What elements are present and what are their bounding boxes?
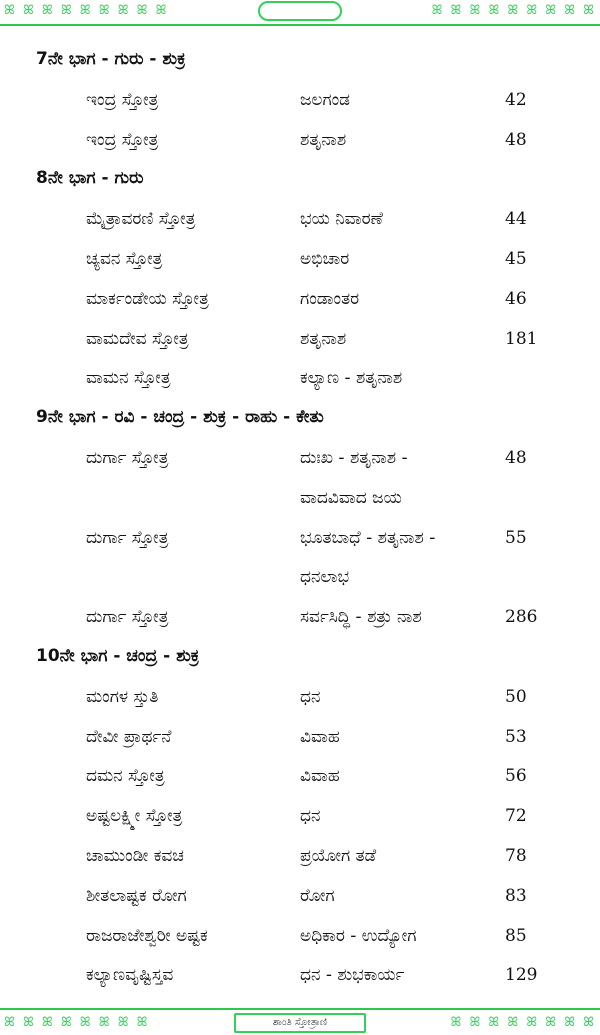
- entry-purpose: ವಿವಾಹ: [300, 766, 340, 787]
- list-item: [0, 916, 600, 956]
- list-item: [0, 518, 600, 558]
- list-item: [0, 756, 600, 796]
- entry-name: ಮಾರ್ಕಂಡೇಯ ಸ್ತೋತ್ರ: [86, 288, 209, 309]
- entry-name: ಚ್ಯವನ ಸ್ತೋತ್ರ: [86, 248, 163, 269]
- entry-purpose: ದುಃಖ - ಶತೃನಾಶ -: [300, 447, 408, 468]
- border-ornament: ꕤ ꕤ ꕤ ꕤ ꕤ ꕤ ꕤ ꕤ: [4, 1016, 150, 1030]
- entry-name: ಮಂಗಳ ಸ್ತುತಿ: [86, 686, 159, 707]
- list-item: [0, 80, 600, 120]
- bottom-border: [0, 1012, 600, 1034]
- list-item: [0, 438, 600, 478]
- entry-purpose: ಧನ - ಶುಭಕಾರ್ಯ: [300, 965, 405, 986]
- section-title: 8ನೇ ಭಾಗ - ಗುರು: [36, 168, 144, 189]
- list-item: [0, 876, 600, 916]
- entry-page: 129: [505, 965, 538, 986]
- entry-page: 85: [505, 925, 527, 946]
- top-border: [0, 0, 600, 22]
- list-item: [0, 239, 600, 279]
- contents-list: [0, 40, 600, 995]
- entry-name: ರಾಜರಾಜೇಶ್ವರೀ ಅಷ್ಟಕ: [86, 925, 208, 946]
- entry-name: ಇಂದ್ರ ಸ್ತೋತ್ರ: [86, 89, 159, 110]
- entry-purpose: ಅಧಿಕಾರ - ಉದ್ಯೋಗ: [300, 925, 417, 946]
- entry-purpose: ಜಲಗಂಡ: [300, 89, 350, 110]
- section-title: 10ನೇ ಭಾಗ - ಚಂದ್ರ - ಶುಕ್ರ: [36, 645, 200, 666]
- entry-purpose: ಗಂಡಾಂತರ: [300, 288, 360, 309]
- border-ornament: ꕤ ꕤ ꕤ ꕤ ꕤ ꕤ ꕤ ꕤ: [450, 1016, 596, 1030]
- entry-name: ಕಲ್ಯಾಣವೃಷ್ಟಿಸ್ತವ: [86, 965, 174, 986]
- section-title: 7ನೇ ಭಾಗ - ಗುರು - ಶುಕ್ರ: [36, 49, 186, 69]
- entry-purpose: ಶತೃನಾಶ: [300, 328, 347, 349]
- entry-name: ಇಂದ್ರ ಸ್ತೋತ್ರ: [86, 129, 159, 150]
- entry-purpose: ರೋಗ: [300, 885, 335, 906]
- list-item: [0, 796, 600, 836]
- entry-page: 50: [505, 686, 527, 707]
- section-heading: [0, 398, 600, 438]
- entry-purpose: ಕಲ್ಯಾಣ - ಶತೃನಾಶ: [300, 368, 403, 389]
- section-heading: [0, 40, 600, 80]
- entry-name: ದುರ್ಗಾ ಸ್ತೋತ್ರ: [86, 447, 169, 468]
- list-item: [0, 279, 600, 319]
- entry-page: 56: [505, 766, 527, 787]
- list-item: [0, 955, 600, 995]
- entry-purpose: ವಿವಾಹ: [300, 726, 340, 747]
- entry-purpose: ಸರ್ವಸಿದ್ಧಿ - ಶತ್ರು ನಾಶ: [300, 607, 422, 628]
- entry-name: ಮೈತ್ರಾವರಣಿ ಸ್ತೋತ್ರ: [86, 209, 196, 230]
- entry-page: 46: [505, 288, 527, 309]
- entry-name: ಅಷ್ಟಲಕ್ಷ್ಮೀ ಸ್ತೋತ್ರ: [86, 806, 183, 827]
- footer-label: ಶಾಂತಿ ಸ್ತೋತ್ರಾಣಿ: [234, 1013, 366, 1033]
- entry-page: 44: [505, 209, 527, 230]
- entry-purpose: ಧನ: [300, 686, 321, 707]
- entry-name: ದೇವೀ ಪ್ರಾರ್ಥನೆ: [86, 726, 172, 747]
- entry-name: ದುರ್ಗಾ ಸ್ತೋತ್ರ: [86, 527, 169, 548]
- list-item: [0, 836, 600, 876]
- section-heading: [0, 637, 600, 677]
- entry-page: 72: [505, 806, 527, 827]
- border-ornament: ꕤ ꕤ ꕤ ꕤ ꕤ ꕤ ꕤ ꕤ ꕤ: [4, 4, 169, 18]
- list-item: [0, 478, 600, 518]
- list-item: [0, 120, 600, 160]
- entry-page: 181: [505, 328, 538, 349]
- list-item: [0, 358, 600, 398]
- entry-purpose: ಧನ: [300, 806, 321, 827]
- section-heading: [0, 159, 600, 199]
- list-item: [0, 319, 600, 359]
- entry-name: ವಾಮದೇವ ಸ್ತೋತ್ರ: [86, 328, 189, 349]
- entry-page: 53: [505, 726, 527, 747]
- entry-page: 48: [505, 447, 527, 468]
- border-ornament: ꕤ ꕤ ꕤ ꕤ ꕤ ꕤ ꕤ ꕤ ꕤ: [431, 4, 596, 18]
- entry-purpose: ಅಭಿಚಾರ: [300, 248, 350, 269]
- list-item: [0, 199, 600, 239]
- entry-purpose: ವಾದವಿವಾದ ಜಯ: [300, 487, 402, 508]
- entry-purpose: ಭೂತಬಾಧೆ - ಶತೃನಾಶ -: [300, 527, 436, 548]
- entry-page: 55: [505, 527, 527, 548]
- entry-name: ಶೀತಲಾಷ್ಟಕ ರೋಗ: [86, 885, 187, 906]
- entry-name: ದುರ್ಗಾ ಸ್ತೋತ್ರ: [86, 607, 169, 628]
- entry-page: 78: [505, 845, 527, 866]
- entry-page: 42: [505, 89, 527, 110]
- entry-purpose: ಶತೃನಾಶ: [300, 129, 347, 150]
- entry-purpose: ಭಯ ನಿವಾರಣೆ: [300, 209, 383, 230]
- list-item: [0, 597, 600, 637]
- list-item: [0, 677, 600, 717]
- entry-purpose: ಪ್ರಯೋಗ ತಡೆ: [300, 845, 377, 866]
- entry-page: 83: [505, 885, 527, 906]
- top-rule: [0, 24, 600, 26]
- border-pill: [258, 1, 342, 21]
- entry-page: 45: [505, 248, 527, 269]
- entry-name: ದಮನ ಸ್ತೋತ್ರ: [86, 766, 165, 787]
- entry-page: 286: [505, 607, 538, 628]
- entry-name: ವಾಮನ ಸ್ತೋತ್ರ: [86, 368, 171, 389]
- bottom-rule: [0, 1008, 600, 1010]
- entry-name: ಚಾಮುಂಡೀ ಕವಚ: [86, 845, 184, 866]
- list-item: [0, 557, 600, 597]
- entry-purpose: ಧನಲಾಭ: [300, 567, 350, 588]
- list-item: [0, 717, 600, 757]
- section-title: 9ನೇ ಭಾಗ - ರವಿ - ಚಂದ್ರ - ಶುಕ್ರ - ರಾಹು - ಕೇತು: [36, 407, 324, 428]
- entry-page: 48: [505, 129, 527, 150]
